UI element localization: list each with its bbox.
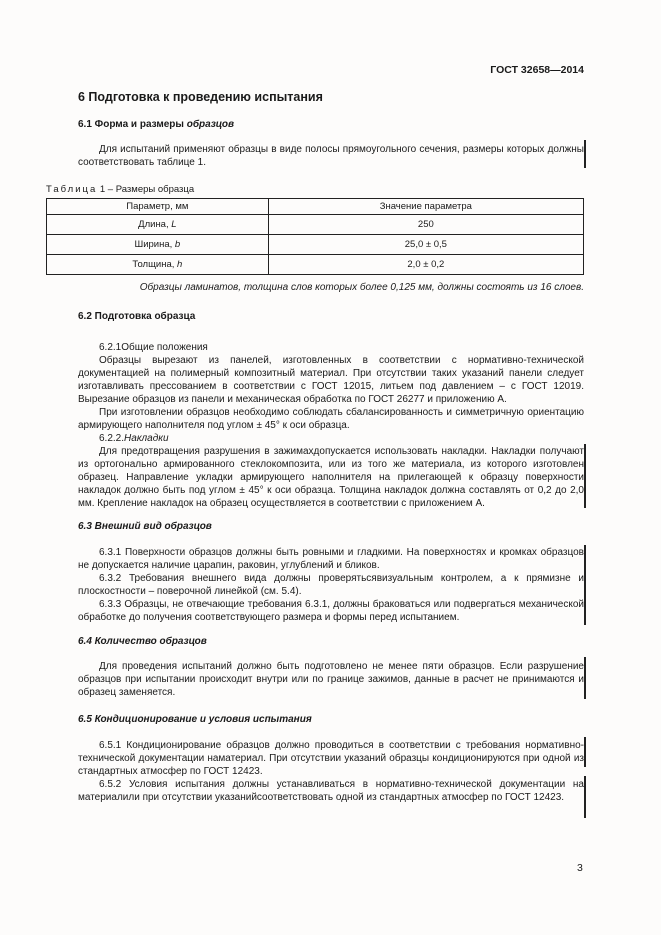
section-6-1-paragraph: Для испытаний применяют образцы в виде полосы прямоугольного сечения, размеры которых должны соответствовать таблице 1. [78, 144, 584, 168]
table-row [47, 215, 584, 235]
table-cell-value: 2,0 ± 0,2 [268, 255, 583, 275]
section-6-4-paragraph: Для проведения испытаний должно быть подготовлено не менее пяти образцов. Если разрушение образцов при испытании происходит внутри или по границе зажимов, данные в расчет не принимаются и образец заменяется. [78, 661, 584, 698]
table-header-value: Значение параметра [268, 199, 583, 215]
revision-mark [584, 776, 586, 818]
revision-mark [584, 140, 586, 168]
table-cell-value: 250 [268, 215, 583, 235]
section-6-5-title: 6.5 Кондиционирование и условия испытания [78, 714, 312, 725]
paragraph: 6.3.1 Поверхности образцов должны быть ровными и гладкими. На поверхностях и кромках образцов не допускается наличие царапин, раковин, углублений и бликов. [78, 547, 584, 571]
table-1-caption: Таблица 1 – Размеры образца [46, 184, 195, 195]
section-6-2-title: 6.2 Подготовка образца [78, 311, 196, 322]
paragraph: При изготовлении образцов необходимо соблюдать сбалансированность и симметричную ориентацию армирующего наполнителя под углом ± 45° к оси образца. [78, 407, 584, 431]
page-number: 3 [577, 862, 583, 874]
section-6-1-title: 6.1 Форма и размеры образцов [78, 119, 235, 130]
table-cell-parameter: Толщина, h [47, 255, 269, 275]
table-1-sample-dimensions [46, 198, 584, 275]
revision-mark [584, 444, 586, 508]
section-6-3-title: 6.3 Внешний вид образцов [78, 521, 212, 532]
table-header-row [47, 199, 584, 215]
document-code: ГОСТ 32658—2014 [490, 64, 584, 76]
table-header-parameter: Параметр, мм [47, 199, 269, 215]
section-6-5-body [78, 739, 584, 804]
revision-mark [584, 657, 586, 699]
table-cell-value: 25,0 ± 0,5 [268, 235, 583, 255]
subsection-6-2-1-heading: 6.2.1Общие положения [99, 342, 208, 353]
table-row [47, 235, 584, 255]
subsection-6-2-2-heading: 6.2.2.Накладки [99, 433, 169, 444]
table-cell-parameter: Длина, L [47, 215, 269, 235]
paragraph: Образцы вырезают из панелей, изготовленных в соответствии с нормативно-технической документацией на полимерный композитный материал. При отсутствии таких указаний панели следует изготавливать прессованием в соответствии с ГОСТ 12015, литьем под давлением – с ГОСТ 12019. Вырезание образцов из панели и механическая обработка по ГОСТ 26277 и приложению А. [78, 355, 584, 405]
section-6-4-title: 6.4 Количество образцов [78, 636, 207, 647]
table-row [47, 255, 584, 275]
table-cell-parameter: Ширина, b [47, 235, 269, 255]
revision-mark [584, 545, 586, 625]
paragraph: 6.3.2 Требования внешнего вида должны проверятьсявизуальным контролем, а к прямизне и плоскостности – поверочной линейкой (см. 5.4). [78, 573, 584, 597]
section-6-2-body [78, 341, 584, 510]
paragraph: 6.3.3 Образцы, не отвечающие требования 6.3.1, должны браковаться или подвергаться механической обработке до получения соответствующего размера и формы перед испытанием. [78, 599, 584, 623]
section-6-3-body [78, 546, 584, 624]
section-6-title: 6 Подготовка к проведению испытания [78, 90, 323, 104]
revision-mark [584, 737, 586, 767]
table-1-note: Образцы ламинатов, толщина слов которых более 0,125 мм, должны состоять из 16 слоев. [139, 282, 584, 293]
paragraph: Для предотвращения разрушения в зажимахдопускается использовать накладки. Накладки получают из ортогонально армированного стеклокомпозита, или из того же материала, из которого изготовлен образец. Направление укладки армирующего наполнителя на прилегающей к образцу поверхности накладок должно быть под углом ± 45° к оси образца. Толщина накладок должна составлять от 0,2 до 2,0 мм. Крепление накладок на образец осуществляется в соответствии с приложением А. [78, 446, 584, 509]
paragraph: 6.5.2 Условия испытания должны устанавливаться в нормативно-технической документации на материалили при отсутствии указанийсоответствовать одной из стандартных атмосфер по ГОСТ 12423. [78, 779, 584, 803]
paragraph: 6.5.1 Кондиционирование образцов должно проводиться в соответствии с требования нормативно-технической документации наматериал. При отсутствии указаний образцы кондиционируются при одной из стандартных атмосфер по ГОСТ 12423. [78, 740, 584, 777]
